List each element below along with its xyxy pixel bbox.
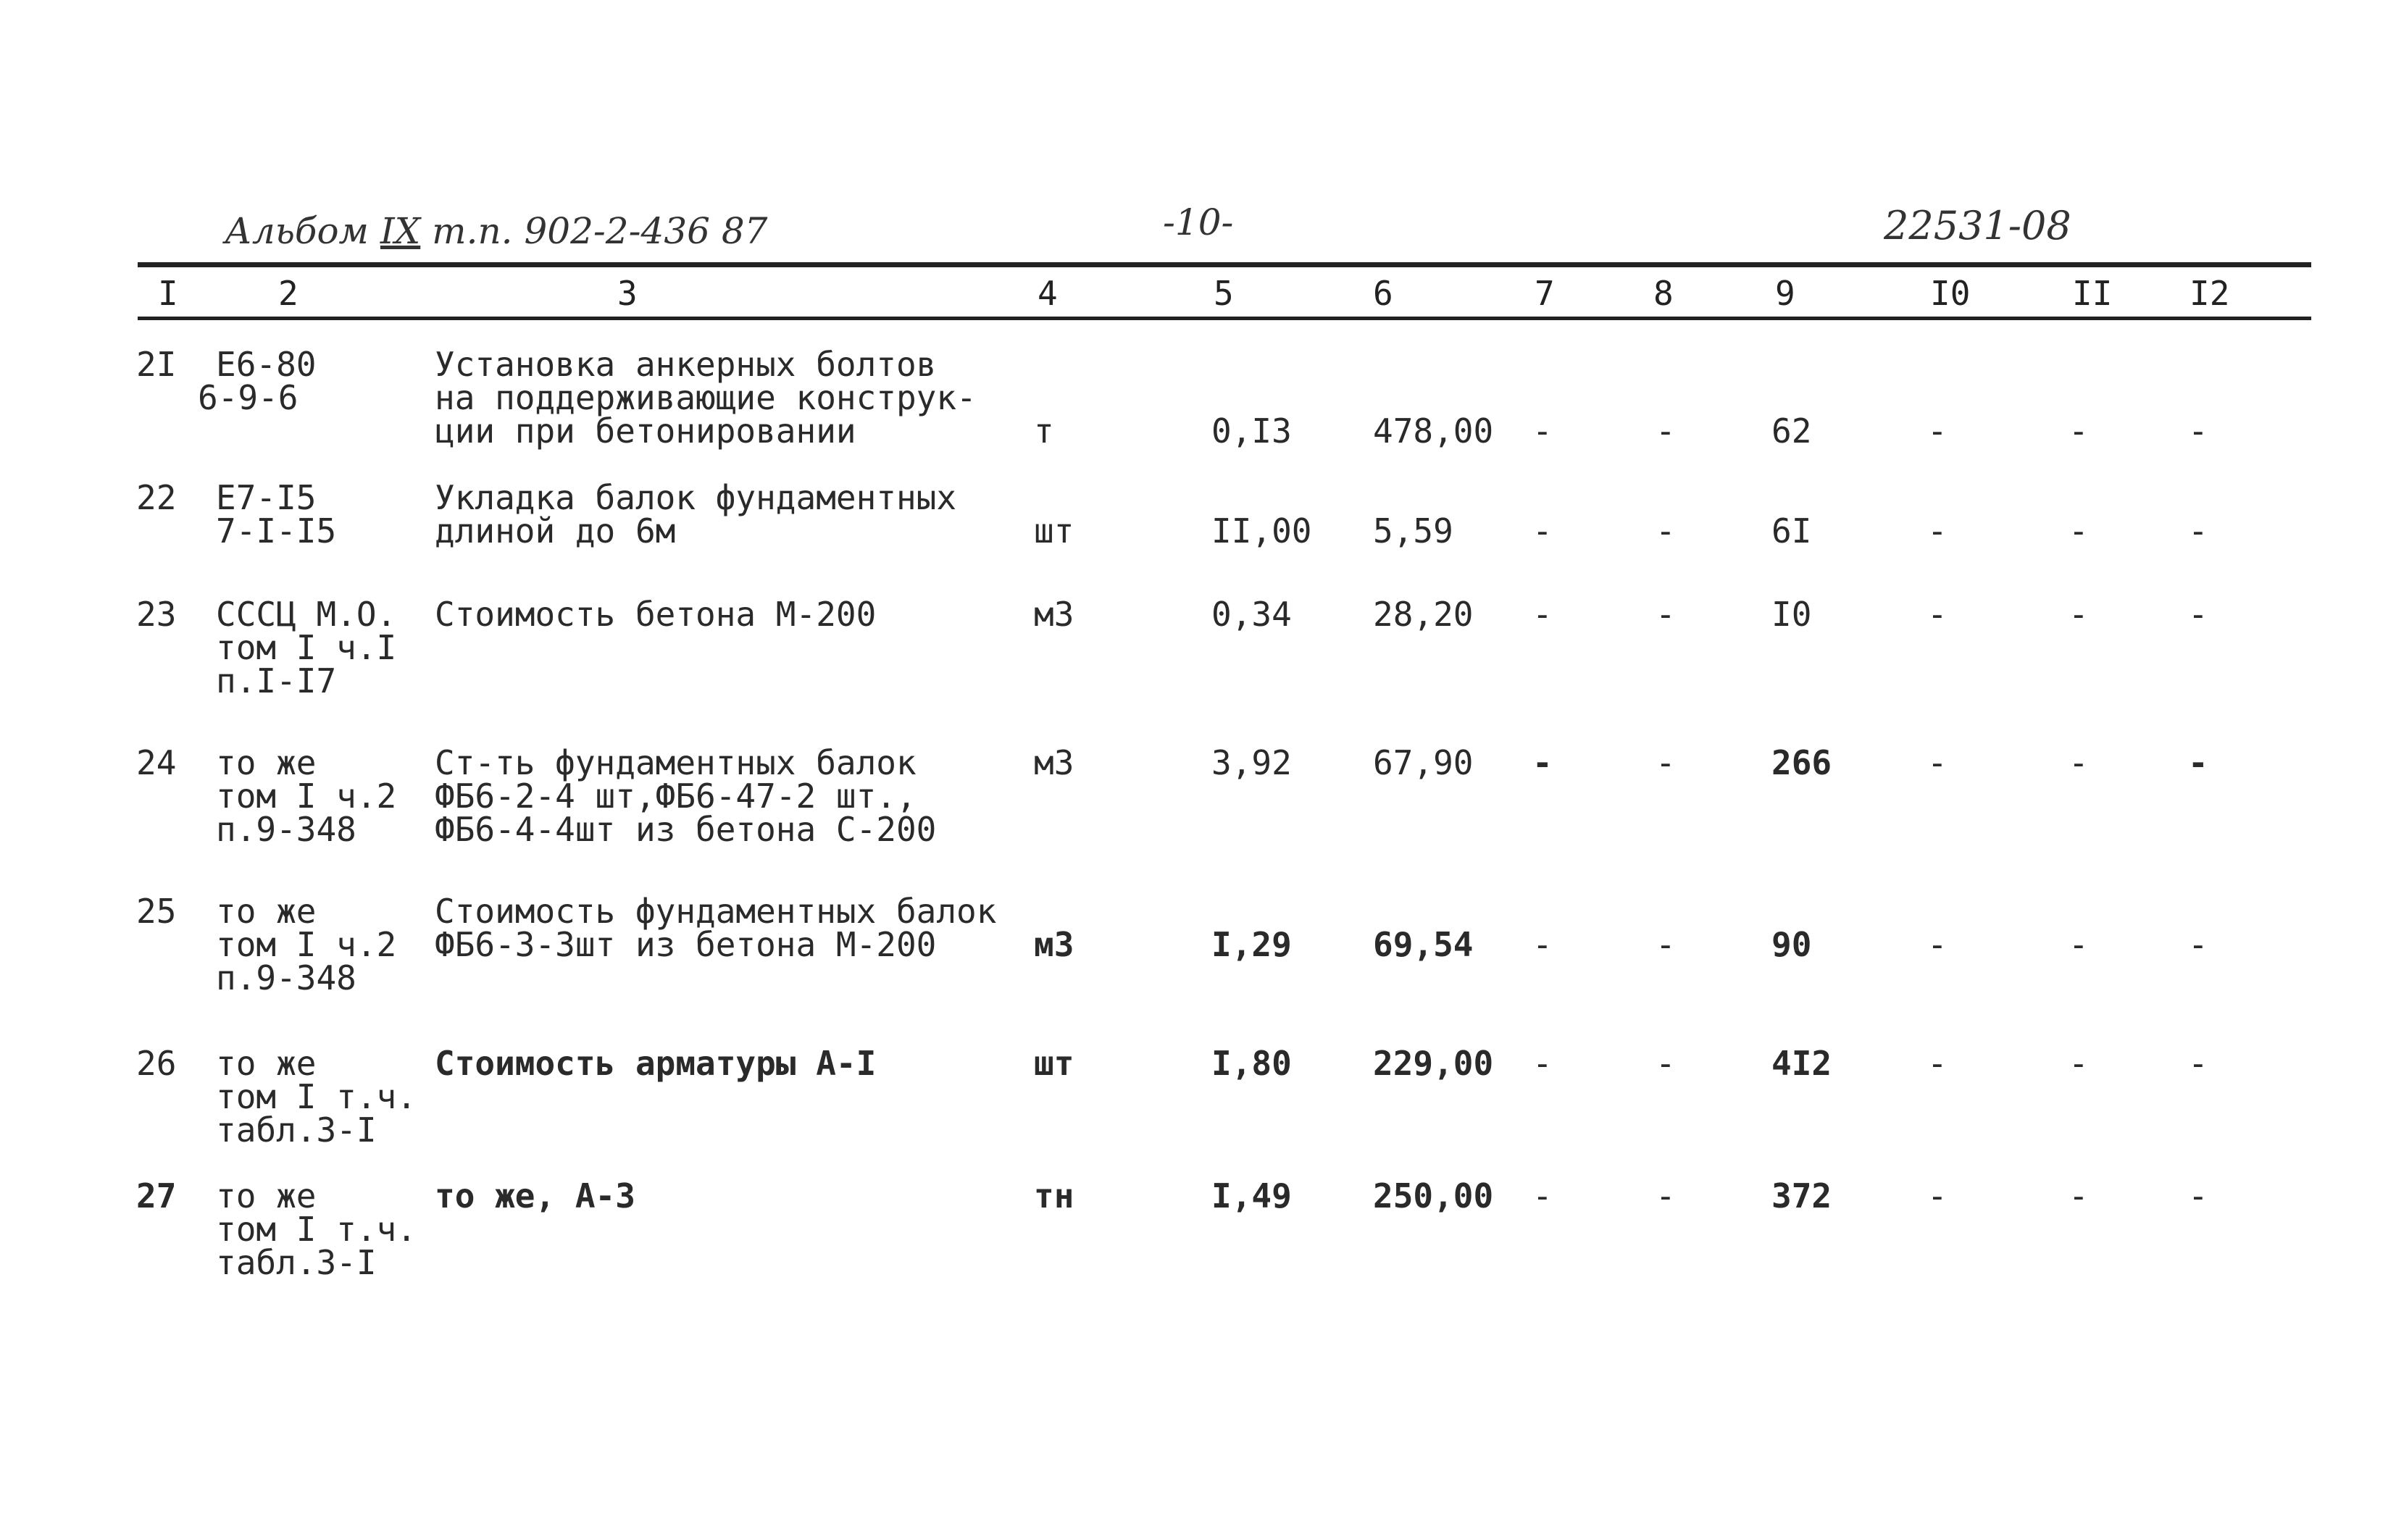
row-number: 26: [136, 1044, 177, 1083]
description-line: ФБ6-3-3шт из бетона М-200: [435, 925, 937, 964]
rate-code: [216, 892, 397, 997]
description-line: ФБ6-4-4шт из бетона С-200: [435, 810, 937, 849]
col-12-value: -: [2188, 411, 2208, 451]
quantity: 3,92: [1211, 743, 1292, 782]
work-description: [435, 892, 997, 964]
rate-code: [216, 478, 337, 551]
rate-code-line: том I ч.2: [216, 925, 397, 964]
unit: т: [1034, 411, 1054, 451]
unit-price: 67,90: [1373, 743, 1474, 782]
unit: шт: [1034, 1044, 1074, 1083]
unit-price: 5,59: [1373, 511, 1453, 551]
col-8-value: -: [1656, 743, 1676, 782]
rate-code-line: то же: [216, 892, 317, 931]
col-7-value: -: [1532, 1176, 1553, 1215]
rate-code-line: п.9-348: [216, 810, 356, 849]
rate-code: [216, 595, 397, 700]
rate-code: [198, 345, 317, 417]
description-line: длиной до 6м: [435, 511, 676, 551]
col-12-value: -: [2188, 595, 2208, 634]
quantity: I,80: [1211, 1044, 1292, 1083]
col-9-value: 266: [1771, 743, 1832, 782]
col-11-value: -: [2069, 925, 2089, 964]
col-12-value: -: [2188, 511, 2208, 551]
work-description: [435, 595, 877, 634]
unit: м3: [1034, 925, 1074, 964]
column-header-5: 5: [1214, 274, 1234, 313]
rate-code-line: табл.3-I: [216, 1110, 377, 1150]
description-line: на поддерживающие конструк-: [435, 378, 977, 417]
description-line: Стоимость арматуры А-I: [435, 1044, 877, 1083]
column-header-7: 7: [1535, 274, 1555, 313]
rate-code-line: п.9-348: [216, 958, 356, 997]
unit-price: 229,00: [1373, 1044, 1494, 1083]
album-reference: [225, 210, 767, 252]
row-number: 27: [136, 1176, 177, 1215]
description-line: Установка анкерных болтов: [435, 345, 937, 384]
column-header-6: 6: [1373, 274, 1393, 313]
col-12-value: -: [2188, 743, 2208, 782]
work-description: [435, 1176, 635, 1215]
rate-code-line: то же: [216, 743, 317, 782]
unit: м3: [1034, 743, 1074, 782]
col-8-value: -: [1656, 511, 1676, 551]
col-11-value: -: [2069, 411, 2089, 451]
col-9-value: 6I: [1771, 511, 1812, 551]
quantity: I,29: [1211, 925, 1292, 964]
col-11-value: -: [2069, 511, 2089, 551]
col-9-value: 62: [1771, 411, 1812, 451]
description-line: то же, А-3: [435, 1176, 635, 1215]
column-header-11: II: [2072, 274, 2113, 313]
quantity: I,49: [1211, 1176, 1292, 1215]
rate-code: [216, 1044, 417, 1150]
rate-code-line: табл.3-I: [216, 1243, 377, 1282]
row-number: 24: [136, 743, 177, 782]
col-9-value: 4I2: [1771, 1044, 1832, 1083]
col-8-value: -: [1656, 1044, 1676, 1083]
quantity: 0,34: [1211, 595, 1292, 634]
work-description: [435, 478, 957, 551]
column-header-12: I2: [2190, 274, 2230, 313]
rate-code-line: том I ч.I: [216, 628, 397, 667]
quantity: II,00: [1211, 511, 1312, 551]
col-9-value: 372: [1771, 1176, 1832, 1215]
rate-code-line: том I т.ч.: [216, 1077, 417, 1116]
col-7-value: -: [1532, 1044, 1553, 1083]
rate-code-line: то же: [216, 1176, 317, 1215]
description-line: Ст-ть фундаментных балок: [435, 743, 917, 782]
col-12-value: -: [2188, 1176, 2208, 1215]
rate-code-line: 6-9-6: [198, 378, 299, 417]
album-project: т.п. 902-2-436 87: [432, 210, 768, 252]
column-header-9: 9: [1775, 274, 1795, 313]
col-10-value: -: [1927, 1044, 1948, 1083]
rate-code-line: то же: [216, 1044, 317, 1083]
col-11-value: -: [2069, 595, 2089, 634]
row-number: 23: [136, 595, 177, 634]
rate-code-line: 7-I-I5: [216, 511, 337, 551]
col-10-value: -: [1927, 511, 1948, 551]
table-top-rule: [138, 262, 2311, 267]
column-header-3: 3: [617, 274, 638, 313]
col-7-value: -: [1532, 743, 1553, 782]
album-roman: IX: [380, 210, 421, 252]
col-7-value: -: [1532, 411, 1553, 451]
col-8-value: -: [1656, 1176, 1676, 1215]
col-10-value: -: [1927, 1176, 1948, 1215]
row-number: 25: [136, 892, 177, 931]
col-11-value: -: [2069, 743, 2089, 782]
col-7-value: -: [1532, 511, 1553, 551]
rate-code-line: СССЦ М.О.: [216, 595, 397, 634]
quantity: 0,I3: [1211, 411, 1292, 451]
page-number: -10-: [1163, 201, 1234, 243]
rate-code: [216, 1176, 417, 1282]
column-header-1: I: [158, 274, 178, 313]
column-header-2: 2: [278, 274, 299, 313]
row-number: 22: [136, 478, 177, 517]
col-9-value: 90: [1771, 925, 1812, 964]
work-description: [435, 743, 937, 849]
rate-code-line: том I ч.2: [216, 777, 397, 816]
rate-code-line: том I т.ч.: [216, 1210, 417, 1249]
unit: шт: [1034, 511, 1074, 551]
col-9-value: I0: [1771, 595, 1812, 634]
col-8-value: -: [1656, 595, 1676, 634]
col-8-value: -: [1656, 925, 1676, 964]
unit-price: 250,00: [1373, 1176, 1494, 1215]
col-8-value: -: [1656, 411, 1676, 451]
description-line: ФБ6-2-4 шт,ФБ6-47-2 шт.,: [435, 777, 917, 816]
description-line: Стоимость бетона М-200: [435, 595, 877, 634]
col-12-value: -: [2188, 925, 2208, 964]
document-number: 22531-08: [1884, 203, 2071, 248]
rate-code-line: Е7-I5: [216, 478, 317, 517]
col-7-value: -: [1532, 595, 1553, 634]
work-description: [435, 345, 977, 451]
row-number: 2I: [136, 345, 177, 384]
col-10-value: -: [1927, 925, 1948, 964]
description-line: Укладка балок фундаментных: [435, 478, 957, 517]
col-7-value: -: [1532, 925, 1553, 964]
rate-code: [216, 743, 397, 849]
unit: м3: [1034, 595, 1074, 634]
rate-code-line: Е6-80: [216, 345, 317, 384]
description-line: ции при бетонировании: [435, 411, 856, 451]
unit: тн: [1034, 1176, 1074, 1215]
col-10-value: -: [1927, 595, 1948, 634]
column-header-4: 4: [1038, 274, 1058, 313]
col-11-value: -: [2069, 1044, 2089, 1083]
work-description: [435, 1044, 877, 1083]
col-12-value: -: [2188, 1044, 2208, 1083]
unit-price: 69,54: [1373, 925, 1474, 964]
col-10-value: -: [1927, 743, 1948, 782]
col-10-value: -: [1927, 411, 1948, 451]
column-header-8: 8: [1653, 274, 1674, 313]
col-11-value: -: [2069, 1176, 2089, 1215]
album-prefix: Альбом: [225, 210, 369, 252]
column-header-10: I0: [1930, 274, 1971, 313]
unit-price: 28,20: [1373, 595, 1474, 634]
unit-price: 478,00: [1373, 411, 1494, 451]
table-header-rule: [138, 317, 2311, 320]
description-line: Стоимость фундаментных балок: [435, 892, 997, 931]
rate-code-line: п.I-I7: [216, 661, 337, 700]
